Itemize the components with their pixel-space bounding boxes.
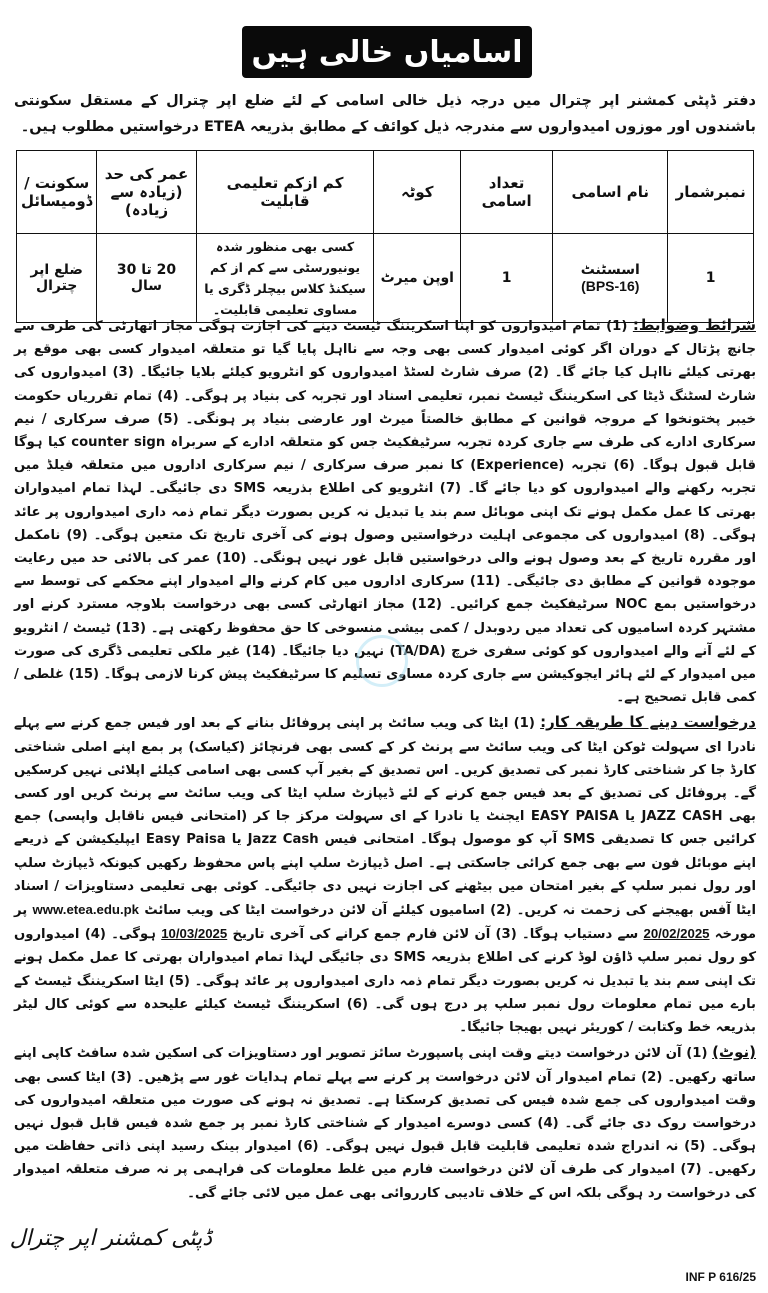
cell-qualification: کسی بھی منظور شدہ یونیورسٹی سے کم از کم سیکنڈ کلاس بیچلر ڈگری یا مساوی تعلیمی قابلیت۔ [196,234,374,323]
terms-text-3: کا نمبر صرف سرکاری / نیم سرکاری اداروں میں متعلقہ فیلڈ میں تجربہ رکھنے والے امیدواروں کو دیا جائے گا۔ (7) انٹرویو کی اطلاع بذریعہ SMS دی جائیگی۔ لہذا تمام امیدواران بھرتی کا عمل مکمل ہونے تک اپنی موبائل سم بند یا تبدیل نہ کریں بصورت دیگر تمام ذمہ داری امیدواروں پر عائد ہوگی۔ (8) امیدواروں کی مجموعی اہلیت درخواستیں وصول ہونے کی آخری تاریخ تک متعین ہوگی۔ (9) نامکمل اور مقررہ تاریخ کے بعد وصول ہونے والی درخواستیں قابل غور نہیں ہونگی۔ (10) عمر کی بالائی حد میں رعایت موجودہ قوانین کے مطابق دی جائیگی۔ (11) سرکاری اداروں میں کام کرنے والے امیدوار اپنے محکمے کی توسط سے درخواستیں بمع NOC سرٹیفکیٹ جمع کرائیں۔ (12) مجاز اتھارٹی کسی بھی درخواست بلاوجہ مسترد کرنے اور مشتہر کردہ اسامیوں کی تعداد میں ردوبدل / کمی بیشی منسوخی کا حق محفوظ رکھتی ہے۔ (13) ٹیسٹ / انٹرویو کے لئے آنے والے امیدواروں کو کوئی سفری خرچ [14,458,757,659]
terms-experience: (Experience) [470,458,565,474]
application-section [14,711,756,1039]
application-start-date: 20/02/2025 [643,926,710,942]
application-text-2: پر مورخہ [14,903,757,943]
cell-quota: اوپن میرٹ [374,234,461,323]
cell-post [553,234,668,323]
application-end-date: 10/03/2025 [161,926,228,942]
table-header-row [17,151,754,234]
watermark-logo [356,635,408,687]
terms-tada: (TA/DA) [389,643,446,659]
note-title: (نوٹ) [712,1043,756,1062]
post-name: اسسٹنٹ [580,262,640,278]
cell-serial: 1 [668,234,754,323]
intro-paragraph: دفتر ڈپٹی کمشنر اپر چترال میں درجہ ذیل خالی اسامی کے لئے ضلع اپر چترال کے مستقل سکونتی باشندوں اور موزوں امیدواروں سے مندرجہ ذیل کوائف کے مطابق بذریعہ ETEA درخواستیں مطلوب ہیں۔ [14,93,756,135]
col-header-quota: کوٹہ [374,151,461,234]
col-header-qualification: کم ازکم تعلیمی قابلیت [196,151,374,234]
table-row [17,234,754,323]
note-section [14,1041,756,1204]
application-text-3: سے دستیاب ہوگا۔ (3) آن لائن فارم جمع کرانے کی آخری تاریخ [232,927,639,943]
col-header-serial: نمبرشمار [668,151,754,234]
terms-title: شرائط وضوابط: [632,316,756,334]
terms-text-1: (1) تمام امیدواروں کو اپنا اسکریننگ ٹیسٹ دینے کی اجازت ہوگی مجاز اتھارٹی کی طرف سے جانچ پڑتال کے دوران اگر کوئی امیدوار کسی بھی وجہ سے نااہل پایا گیا تو متعلقہ امیدوار کسی بھی موقع پر بھرتی کیلئے نااہل کیا جائے گا۔ (2) صرف شارٹ لسٹڈ امیدواروں کو انٹرویو کیلئے بلایا جائیگا۔ (3) امیدواروں کی شارٹ لسٹنگ ڈیٹا کی اسکریننگ ٹیسٹ نمبر، تعلیمی اسناد اور تجربہ کی بنیاد پر ہوگی۔ (4) تمام تقرریاں حکومت خیبر پختونخوا کے مروجہ قوانین کے مطابق خالصتاً میرٹ اور عارضی بنیاد پر ہونگی۔ (5) صرف سرکاری / نیم سرکاری ادارے کی طرف سے جاری کردہ تجربہ سرٹیفکیٹ جس کو متعلقہ ادارے کے سربراہ [14,319,757,451]
body-text [14,314,756,1207]
reference-number: INF P 616/25 [685,1270,756,1284]
application-title: درخواست دینے کا طریقہ کار: [540,713,756,732]
col-header-age: عمر کی حد (زیادہ سے زیادہ) [97,151,196,234]
col-header-post: نام اسامی [553,151,668,234]
vacancy-table [16,150,754,323]
post-scale: (BPS-16) [581,278,640,294]
col-header-domicile: سکونت / ڈومیسائل [17,151,97,234]
cell-domicile: ضلع اپر چترال [17,234,97,323]
application-website: www.etea.edu.pk [32,902,140,918]
terms-counter-sign: counter sign [71,435,166,451]
application-text-4: ہوگی۔ (4) امیدواروں کو رول نمبر سلپ ڈاؤن لوڈ کرنے کی اطلاع بذریعہ SMS دی جائیگی لہذا تمام امیدواران بھرتی کا عمل مکمل ہونے تک اپنی سم بند یا تبدیل نہ کریں بصورت دیگر تمام ذمہ داری امیدواروں پر عائد ہوگی۔ (5) ایٹا اسکریننگ ٹیسٹ کے بارے میں تمام معلومات رول نمبر سلپ پر درج ہوں گی۔ (6) اسکریننگ ٹیسٹ کیلئے علیحدہ سے کوئی کال لیٹر بذریعہ خط وکتابت / کوریئر نہیں بھیجا جائیگا۔ [14,927,756,1036]
application-text-1: (1) ایٹا کی ویب سائٹ پر اپنی پروفائل بنانے کے بعد اور فیس جمع کرنے سے پہلے نادرا ای سہولت ٹوکن ایٹا کی ویب سائٹ سے پرنٹ کر کے کسی بھی فرنچائز (کیاسک) پر بمع اپنے اصلی شناختی کارڈ جا کر شناختی کارڈ نمبر کی تصدیق کریں۔ اس تصدیق کے بغیر آپ کسی بھی اسامی کیلئے اپلائی نہیں کرسکیں گے۔ پروفائل کی تصدیق کے بعد فیس جمع کرنے کے لئے ڈیپازٹ سلپ ایٹا کی ویب سائٹ سے پرنٹ کریں اور کسی بھی JAZZ CASH یا EASY PAISA ایجنٹ یا نادرا کے ای سہولت مرکز جا کر (امتحانی فیس ناقابل واپسی) جمع کرائیں جس کا تصدیقی SMS آپ کو موصول ہوگا۔ امتحانی فیس Jazz Cash یا Easy Paisa ایپلیکیشن کے ذریعے اپنے موبائل فون سے بھی جمع کرائی جاسکتی ہے۔ اصل ڈیپازٹ سلپ اپنے پاس محفوظ رکھیں کیونکہ ڈیپازٹ سلپ اور رول نمبر سلپ کے بغیر امتحان میں بیٹھنے کی اجازت نہیں دی جائیگی۔ کوئی بھی تعلیمی دستاویزات / اسناد ایٹا آفس بھیجنے کی زحمت نہ کریں۔ (2) اسامیوں کیلئے آن لائن درخواست ایٹا کی ویب سائٹ [14,716,757,919]
terms-text-2: کیا ہوگا قابل قبول ہوگا۔ (6) تجربہ [14,435,756,474]
terms-text-4: نہیں دیا جائیگا۔ (14) غیر ملکی تعلیمی ڈگری کی صورت میں امیدوار کے لئے ہائر ایجوکیشن سے جاری کردہ مساوی تسلیم کا سرٹیفکیٹ پیش کرنا لازمی ہوگا۔ (15) غلطی / کمی قابل تصحیح ہے۔ [14,643,756,706]
col-header-count: تعداد اسامی [461,151,553,234]
cell-count: 1 [461,234,553,323]
cell-age: 20 تا 30 سال [97,234,196,323]
note-text: (1) آن لائن درخواست دیتے وقت اپنی پاسپورٹ سائز تصویر اور دستاویزات کی اسکین شدہ سافٹ کاپی اپنے ساتھ رکھیں۔ (2) تمام امیدوار آن لائن درخواست پر کرنے سے پہلے تمام ہدایات غور سے پڑھیں۔ (3) ایٹا کسی بھی وقت امیدواروں کی جمع شدہ فیس کی تصدیق کرسکتا ہے۔ تصدیق نہ ہونے کی صورت میں متعلقہ امیدواروں کی درخواست روک دی جائے گی۔ (4) کسی دوسرے امیدوار کے شناختی کارڈ نمبر پر جمع شدہ فیس قابل قبول نہیں ہوگی۔ (5) نہ اندراج شدہ تعلیمی قابلیت قابل قبول نہیں ہوگی۔ (6) امیدوار بینک رسید اپنی ذاتی حفاظت میں رکھیں۔ (7) امیدوار کی طرف آن لائن درخواست فارم میں غلط معلومات کی فراہمی پر نہ صرف متعلقہ امیدوار کی درخواست رد ہوگی بلکہ اس کے خلاف تادیبی کارروائی بھی عمل میں لائی جائے گی۔ [14,1046,756,1201]
signature: ڈپٹی کمشنر اپر چترال [9,1226,212,1251]
page-title: اسامیاں خالی ہیں [242,26,532,78]
